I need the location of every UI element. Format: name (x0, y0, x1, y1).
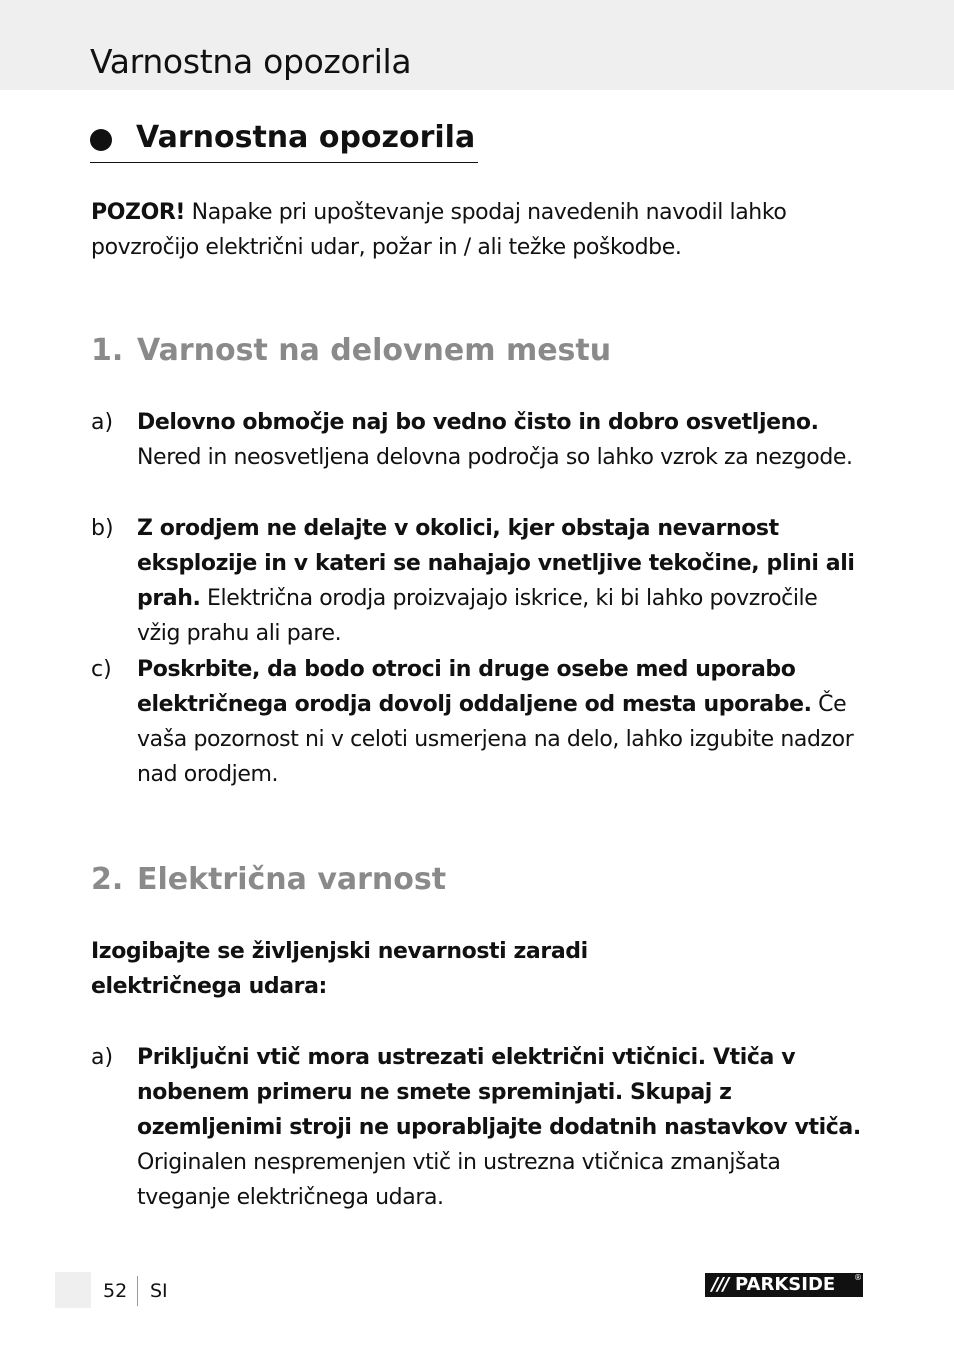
logo-text: PARKSIDE (735, 1274, 836, 1295)
footer-divider (137, 1276, 138, 1306)
list-item-text (137, 405, 867, 475)
section-heading-text: Varnostna opozorila (136, 120, 476, 155)
list-item-body: Električna orodja proizvajajo iskrice, ki bi lahko povzročile vžig prahu ali pare. (137, 586, 818, 646)
list-item-label: b) (91, 516, 114, 541)
page-title: Varnostna opozorila (90, 42, 412, 81)
warning-label: POZOR! (91, 200, 186, 225)
list-item-body: Nered in neosvetljena delovna področja so lahko vzrok za nezgode. (137, 445, 853, 470)
footer-box (55, 1272, 91, 1308)
section-heading (90, 118, 478, 163)
list-item-bold: Priključni vtič mora ustrezati električni vtičnici. Vtiča v nobenem primeru ne smete spreminjati. Skupaj z ozemljenimi stroji ne uporabljajte dodatnih nastavkov vtiča. (137, 1045, 861, 1140)
subsection-title: Varnost na delovnem mestu (137, 333, 612, 368)
list-item-bold: Poskrbite, da bodo otroci in druge osebe med uporabo električnega orodja dovolj oddaljene od mesta uporabe. (137, 657, 812, 717)
list-item-bold: Delovno območje naj bo vedno čisto in dobro osvetljeno. (137, 410, 819, 435)
list-item-text (137, 511, 867, 651)
list-item-bold: Z orodjem ne delajte v okolici, kjer obstaja nevarnost eksplozije in v kateri se nahajajo vnetljive tekočine, plini ali prah. (137, 516, 855, 611)
list-item-body: Če vaša pozornost ni v celoti usmerjena na delo, lahko izgubite nadzor nad orodjem. (137, 692, 854, 787)
list-item-label: a) (91, 1045, 114, 1070)
language-code: SI (150, 1280, 168, 1302)
bullet-icon (90, 129, 112, 151)
brand-logo (705, 1273, 863, 1297)
list-item-label: a) (91, 410, 114, 435)
warning-paragraph (91, 195, 881, 265)
list-item-text (137, 1040, 867, 1215)
list-item-label: c) (91, 657, 112, 682)
list-item-body: Originalen nespremenjen vtič in ustrezna vtičnica zmanjšata tveganje električnega udara. (137, 1150, 781, 1210)
subsection-heading-2 (91, 860, 446, 900)
subsection-heading-1 (91, 331, 611, 371)
subsection-title: Električna varnost (137, 862, 447, 897)
subsection-number: 2. (91, 862, 124, 897)
registered-mark: ® (854, 1273, 862, 1282)
list-item-text (137, 652, 867, 792)
subsection-number: 1. (91, 333, 124, 368)
intro-bold-paragraph: Izogibajte se življenjski nevarnosti zaradi električnega udara: (91, 939, 588, 999)
page-number: 52 (103, 1280, 128, 1302)
warning-text: Napake pri upoštevanje spodaj navedenih navodil lahko povzročijo električni udar, požar in / ali težke poškodbe. (91, 200, 787, 260)
logo-stripes-icon: /// (711, 1274, 729, 1295)
